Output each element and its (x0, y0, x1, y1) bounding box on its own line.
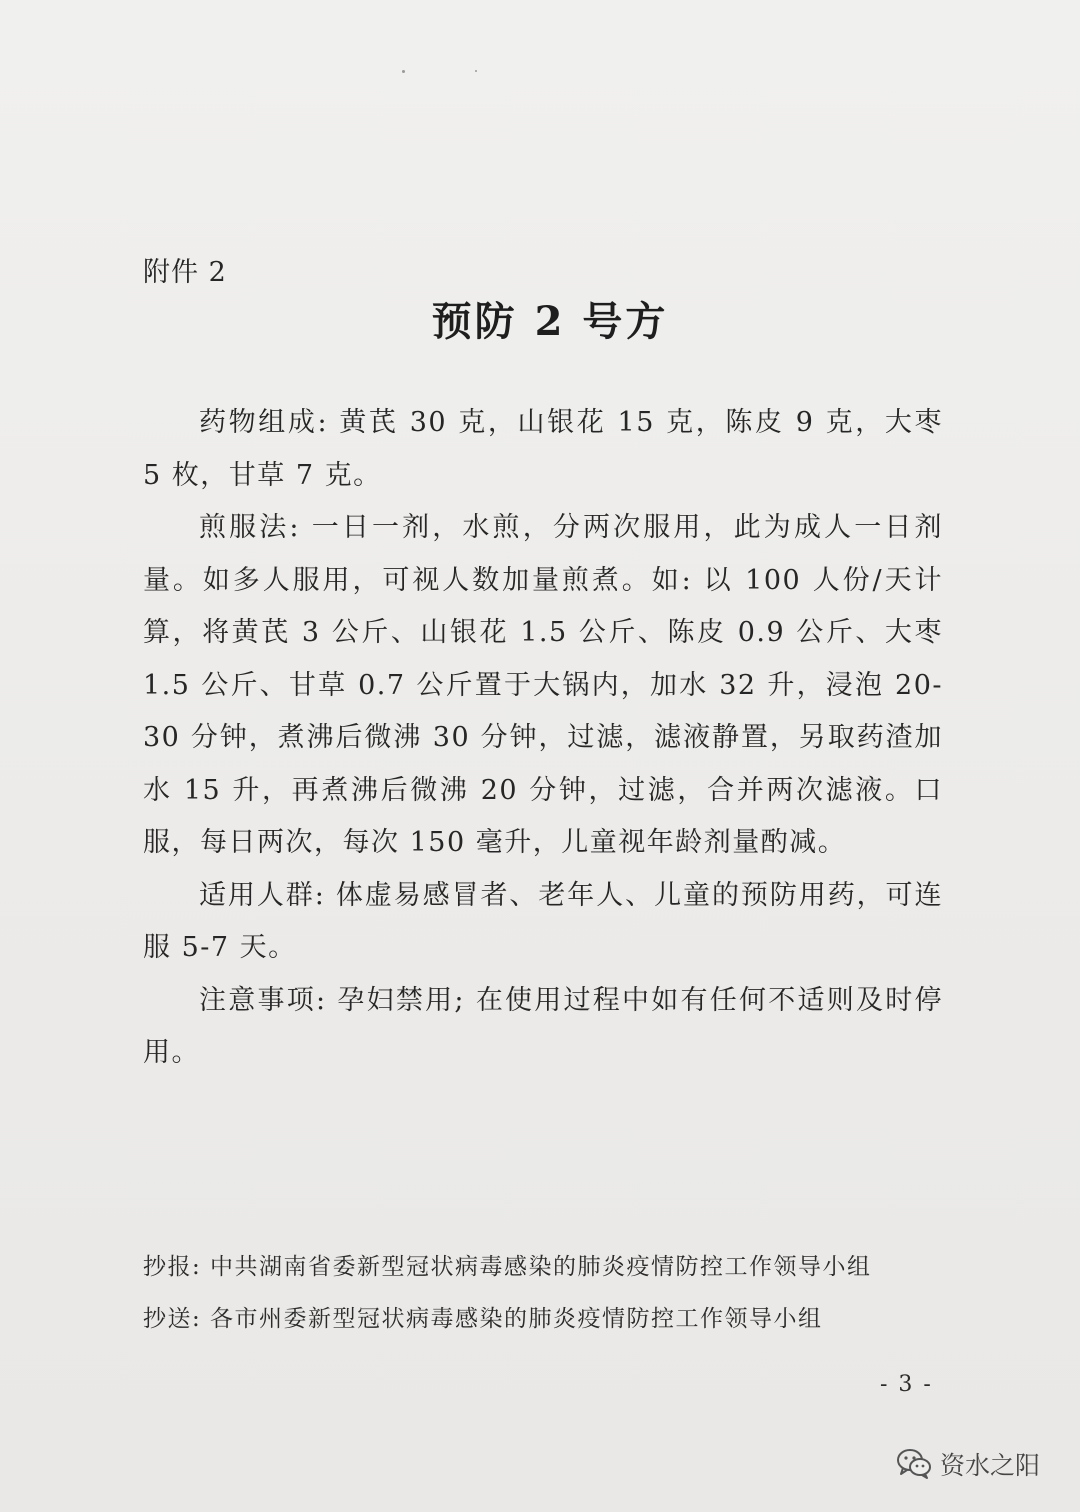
wechat-icon (896, 1448, 932, 1480)
cc-report-line: 抄报: 中共湖南省委新型冠状病毒感染的肺炎疫情防控工作领导小组 (143, 1254, 872, 1280)
paragraph-precautions: 注意事项: 孕妇禁用; 在使用过程中如有任何不适则及时停用。 (143, 984, 943, 1068)
paragraph-composition: 药物组成: 黄芪 30 克，山银花 15 克，陈皮 9 克，大枣 5 枚，甘草 7 克。 (143, 407, 943, 491)
paragraph-usage: 煎服法: 一日一剂，水煎，分两次服用，此为成人一日剂量。如多人服用，可视人数加量煎煮。如: 以 100 人份/天计算，将黄芪 3 公斤、山银花 1.5 公斤、陈皮 0.9 公斤、大枣 1.5 公斤、甘草 0.7 公斤置于大锅内，加水 32 升，浸泡 20-30 分钟，煮沸后微沸 30 分钟，过滤，滤液静置，另取药渣加水 15 升，再煮沸后微沸 20 分钟，过滤，合并两次滤液。口服，每日两次，每次 150 毫升，儿童视年龄剂量酌减。 (143, 512, 943, 858)
document-title: 预防 2 号方 (431, 298, 669, 345)
watermark (896, 1444, 1040, 1484)
cc-send-line: 抄送: 各市州委新型冠状病毒感染的肺炎疫情防控工作领导小组 (143, 1306, 823, 1332)
document-body (143, 397, 943, 1080)
page-number: - 3 - (880, 1372, 933, 1397)
scan-speck (475, 70, 477, 72)
paragraph-target-group: 适用人群: 体虚易感冒者、老年人、儿童的预防用药，可连服 5-7 天。 (143, 879, 943, 963)
attachment-label: 附件 2 (143, 257, 227, 288)
watermark-text: 资水之阳 (940, 1451, 1041, 1480)
scan-speck (402, 70, 405, 73)
